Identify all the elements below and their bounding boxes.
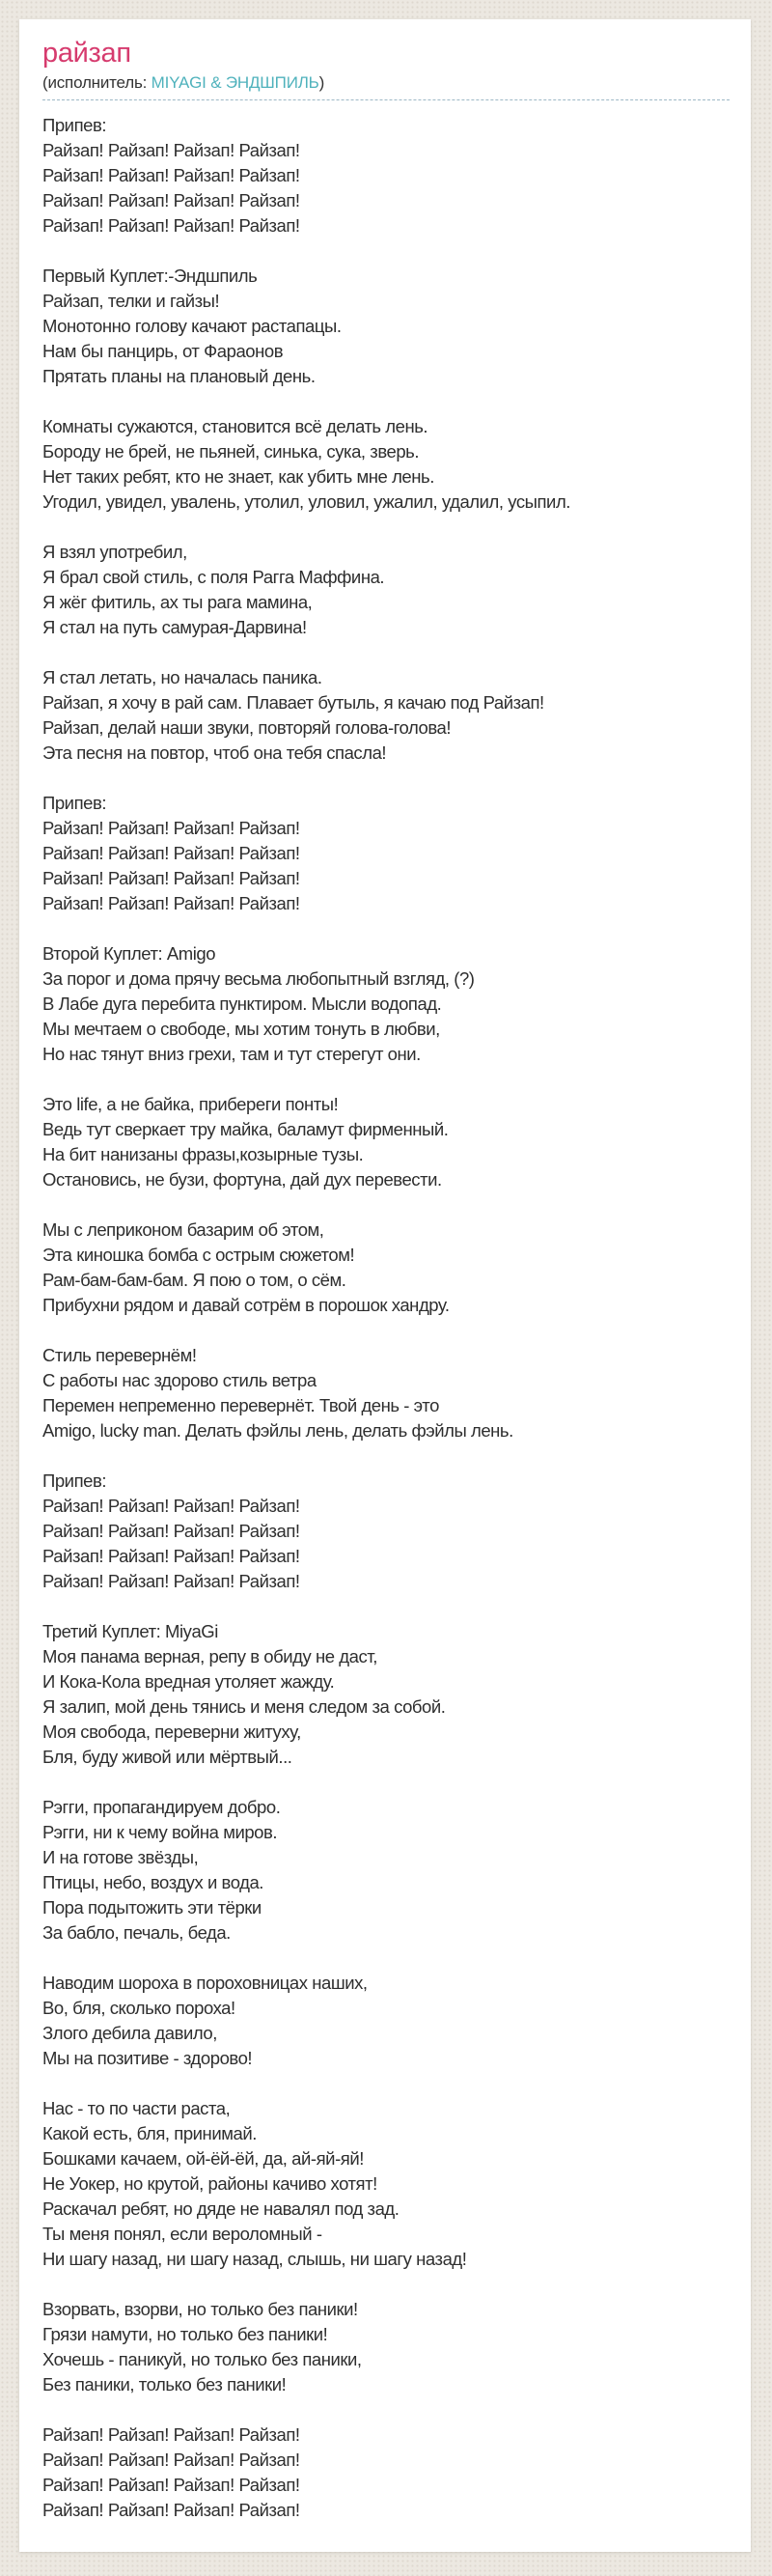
lyric-line: Припев: xyxy=(42,1470,107,1491)
lyric-line: И Кока-Кола вредная утоляет жажду. xyxy=(42,1671,335,1692)
lyric-line: С работы нас здорово стиль ветра xyxy=(42,1370,317,1390)
lyric-line: Злого дебила давило, xyxy=(42,2023,217,2043)
artist-label-close: ) xyxy=(318,73,325,92)
lyric-line: Но нас тянут вниз грехи, там и тут стерегут они. xyxy=(42,1044,421,1064)
lyric-line: Нам бы панцирь, от Фараонов xyxy=(42,341,284,361)
lyric-line: Райзап! Райзап! Райзап! Райзап! xyxy=(42,1546,300,1566)
lyric-line: Райзап! Райзап! Райзап! Райзап! xyxy=(42,2424,300,2445)
lyric-line: Угодил, увидел, увалень, утолил, уловил, ужалил, удалил, усыпил. xyxy=(42,491,570,512)
artist-label-open: (исполнитель: xyxy=(42,73,152,92)
lyric-line: Райзап! Райзап! Райзап! Райзап! xyxy=(42,2450,300,2470)
lyric-line: Райзап! Райзап! Райзап! Райзап! xyxy=(42,818,300,838)
lyric-line: Я взял употребил, xyxy=(42,542,187,562)
lyric-line: Райзап! Райзап! Райзап! Райзап! xyxy=(42,2500,300,2520)
lyric-line: Мы мечтаем о свободе, мы хотим тонуть в любви, xyxy=(42,1019,440,1039)
lyric-line: Прибухни рядом и давай сотрём в порошок хандру. xyxy=(42,1295,450,1315)
lyric-line: Прятать планы на плановый день. xyxy=(42,366,316,386)
lyric-line: Какой есть, бля, принимай. xyxy=(42,2123,257,2143)
lyric-line: Райзап! Райзап! Райзап! Райзап! xyxy=(42,2475,300,2495)
lyric-line: Ни шагу назад, ни шагу назад, слышь, ни шагу назад! xyxy=(42,2249,467,2269)
lyric-line: Amigo, lucky man. Делать фэйлы лень, делать фэйлы лень. xyxy=(42,1420,513,1441)
lyric-line: Райзап! Райзап! Райзап! Райзап! xyxy=(42,1521,300,1541)
lyric-line: Райзап! Райзап! Райзап! Райзап! xyxy=(42,1496,300,1516)
artist-line xyxy=(42,72,730,93)
lyric-line: На бит нанизаны фразы,козырные тузы. xyxy=(42,1144,364,1164)
lyric-line: Райзап! Райзап! Райзап! Райзап! xyxy=(42,140,300,160)
lyric-line: Грязи намути, но только без паники! xyxy=(42,2324,328,2344)
lyric-line: Раскачал ребят, но дяде не навалял под зад. xyxy=(42,2198,400,2219)
lyric-line: Ведь тут сверкает тру майка, баламут фирменный. xyxy=(42,1119,449,1139)
lyric-line: Бороду не брей, не пьяней, синька, сука, зверь. xyxy=(42,441,420,462)
lyric-line: Я стал на путь самурая-Дарвина! xyxy=(42,617,307,637)
stanza xyxy=(42,1092,730,1192)
stanza xyxy=(42,113,730,238)
lyric-line: Райзап! Райзап! Райзап! Райзап! xyxy=(42,893,300,913)
stanza xyxy=(42,2422,730,2523)
lyric-line: Комнаты сужаются, становится всё делать лень. xyxy=(42,416,428,436)
lyric-line: Припев: xyxy=(42,793,107,813)
lyric-line: Рам-бам-бам-бам. Я пою о том, о сём. xyxy=(42,1270,346,1290)
lyric-line: Первый Куплет:-Эндшпиль xyxy=(42,266,258,286)
lyric-line: Моя свобода, переверни житуху, xyxy=(42,1722,301,1742)
lyric-line: Хочешь - паникуй, но только без паники, xyxy=(42,2349,362,2369)
stanza xyxy=(42,791,730,916)
stanza xyxy=(42,1971,730,2071)
lyric-line: Райзап, я хочу в рай сам. Плавает бутыль, я качаю под Райзап! xyxy=(42,692,544,713)
stanza xyxy=(42,1218,730,1318)
lyric-line: Я жёг фитиль, ах ты рага мамина, xyxy=(42,592,313,612)
lyric-line: Ты меня понял, если вероломный - xyxy=(42,2224,322,2244)
lyric-line: Мы на позитиве - здорово! xyxy=(42,2048,253,2068)
lyric-line: Бошками качаем, ой-ёй-ёй, да, ай-яй-яй! xyxy=(42,2148,364,2169)
lyric-line: Третий Куплет: MiyaGi xyxy=(42,1621,218,1641)
lyric-line: За порог и дома прячу весьма любопытный взгляд, (?) xyxy=(42,968,475,989)
stanza xyxy=(42,941,730,1067)
lyric-line: Эта киношка бомба с острым сюжетом! xyxy=(42,1245,355,1265)
lyric-line: Не Уокер, но крутой, районы качиво хотят! xyxy=(42,2173,377,2194)
lyric-line: Второй Куплет: Amigo xyxy=(42,943,216,964)
lyric-line: Во, бля, сколько пороха! xyxy=(42,1998,235,2018)
lyrics-card xyxy=(19,19,751,2552)
lyric-line: Наводим шороха в пороховницах наших, xyxy=(42,1973,368,1993)
lyric-line: Райзап! Райзап! Райзап! Райзап! xyxy=(42,868,300,888)
lyric-line: Птицы, небо, воздух и вода. xyxy=(42,1872,264,1892)
stanza xyxy=(42,1619,730,1770)
stanza xyxy=(42,2297,730,2397)
lyric-line: Бля, буду живой или мёртвый... xyxy=(42,1747,292,1767)
lyric-line: Райзап, делай наши звуки, повторяй голова-голова! xyxy=(42,717,452,738)
artist-link[interactable]: MIYAGI & ЭНДШПИЛЬ xyxy=(151,73,319,92)
lyric-line: Райзап! Райзап! Райзап! Райзап! xyxy=(42,165,300,185)
lyric-line: Райзап! Райзап! Райзап! Райзап! xyxy=(42,215,300,236)
stanza xyxy=(42,1343,730,1443)
lyric-line: Припев: xyxy=(42,115,107,135)
lyric-line: За бабло, печаль, беда. xyxy=(42,1922,231,1943)
lyric-line: Я брал свой стиль, с поля Рагга Маффина. xyxy=(42,567,385,587)
lyric-line: Без паники, только без паники! xyxy=(42,2374,287,2394)
stanza xyxy=(42,1469,730,1594)
lyric-line: Остановись, не бузи, фортуна, дай дух перевести. xyxy=(42,1169,442,1190)
lyric-line: Рэгги, пропагандируем добро. xyxy=(42,1797,281,1817)
lyric-line: Райзап, телки и гайзы! xyxy=(42,291,220,311)
lyric-line: Я стал летать, но началась паника. xyxy=(42,667,322,687)
song-title: райзап xyxy=(42,38,131,69)
lyric-line: Взорвать, взорви, но только без паники! xyxy=(42,2299,358,2319)
lyric-line: В Лабе дуга перебита пунктиром. Мысли водопад. xyxy=(42,994,442,1014)
lyric-line: Райзап! Райзап! Райзап! Райзап! xyxy=(42,190,300,210)
stanza xyxy=(42,414,730,515)
lyric-line: Мы с леприконом базарим об этом, xyxy=(42,1219,324,1240)
lyric-line: Стиль перевернём! xyxy=(42,1345,197,1365)
stanza xyxy=(42,665,730,766)
stanza xyxy=(42,1795,730,1946)
lyric-line: Эта песня на повтор, чтоб она тебя спасла! xyxy=(42,742,387,763)
stanza xyxy=(42,2096,730,2272)
lyric-line: Нет таких ребят, кто не знает, как убить мне лень. xyxy=(42,466,434,487)
lyric-line: Пора подытожить эти тёрки xyxy=(42,1897,262,1918)
lyric-line: Райзап! Райзап! Райзап! Райзап! xyxy=(42,1571,300,1591)
stanza xyxy=(42,264,730,389)
lyric-line: Рэгги, ни к чему война миров. xyxy=(42,1822,278,1842)
lyric-line: Моя панама верная, репу в обиду не даст, xyxy=(42,1646,377,1666)
song-header xyxy=(42,37,730,100)
lyric-line: Я залип, мой день тянись и меня следом за собой. xyxy=(42,1696,446,1717)
lyric-line: Перемен непременно перевернёт. Твой день - это xyxy=(42,1395,439,1415)
lyric-line: Нас - то по части раста, xyxy=(42,2098,231,2118)
stanza xyxy=(42,540,730,640)
lyric-line: Райзап! Райзап! Райзап! Райзап! xyxy=(42,843,300,863)
lyric-line: Это life, а не байка, прибереги понты! xyxy=(42,1094,339,1114)
lyric-line: Монотонно голову качают растапацы. xyxy=(42,316,342,336)
lyrics xyxy=(42,113,730,2523)
lyric-line: И на готове звёзды, xyxy=(42,1847,199,1867)
